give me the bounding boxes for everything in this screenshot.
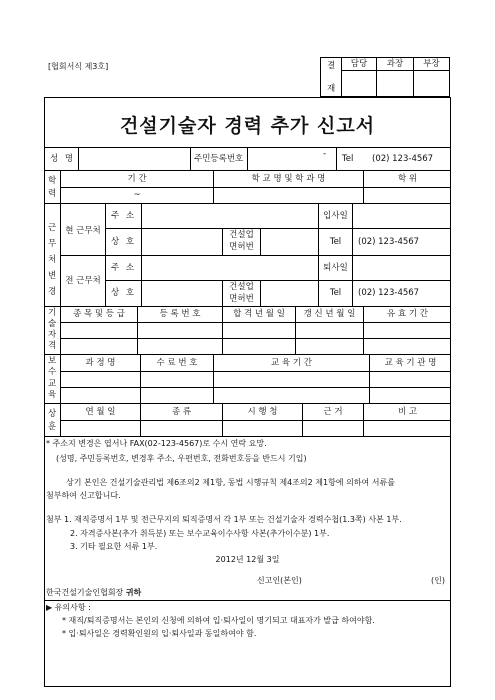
attachment-1: 첨부 1. 재직증명서 1부 및 전근무지의 퇴직증명서 각 1부 또는 건설기술자 경력수첩(1.3쪽) 사본 1부. bbox=[46, 515, 402, 524]
awards-header-type: 종 류 bbox=[171, 407, 192, 417]
workplace-side-1: 근 bbox=[48, 223, 57, 233]
education-period-label: 기 간 bbox=[127, 174, 147, 184]
training-side-2: 수 bbox=[48, 367, 57, 377]
training-side-4: 육 bbox=[48, 390, 57, 400]
workplace-side-5: 경 bbox=[48, 287, 57, 297]
applicant-tel-label: Tel bbox=[342, 154, 354, 164]
qual-header-type: 종 목 및 등 급 bbox=[73, 309, 125, 319]
approval-col-staff: 담당 bbox=[350, 59, 368, 69]
awards-header-basis: 근 거 bbox=[323, 407, 343, 417]
qualification-side-2: 술 bbox=[48, 319, 57, 329]
caution-line-1: * 재직/퇴직증명서는 본인의 신청에 의하여 입·퇴사일이 명기되고 대표자가 발급 하여야함. bbox=[62, 616, 375, 625]
leave-date-label: 퇴사일 bbox=[323, 263, 348, 273]
current-tel-value: (02) 123-4567 bbox=[358, 237, 420, 247]
awards-header-agency: 시 행 청 bbox=[247, 407, 278, 417]
form-frame bbox=[44, 97, 451, 687]
current-address-label: 주 소 bbox=[110, 211, 137, 221]
education-degree-label: 학 위 bbox=[397, 174, 418, 184]
awards-header-remarks: 비 고 bbox=[397, 407, 418, 417]
note-address-details: (성명, 주민등록번호, 변경후 주소, 우편번호, 전화번호등을 반드시 기입) bbox=[56, 454, 307, 463]
previous-tel-label: Tel bbox=[329, 288, 342, 298]
training-header-cert-no: 수 료 번 호 bbox=[156, 358, 198, 368]
note-address-change: * 주소지 변경은 엽서나 FAX(02-123-4567)로 수시 연락 요망. bbox=[46, 439, 267, 448]
attachment-2: 2. 자격증사본(추가 취득분) 또는 보수교육이수사항 사본(추가이수분) 1부. bbox=[70, 529, 330, 538]
caution-line-2: * 입·퇴사일은 경력확인원의 입·퇴사일과 동일하여야 함. bbox=[62, 629, 257, 638]
qualification-side-1: 기 bbox=[48, 308, 57, 318]
recipient-name: 한국건설기술인협회장 bbox=[46, 588, 124, 597]
qual-header-renew-date: 갱 신 년 월 일 bbox=[303, 309, 356, 319]
report-date: 2012년 12월 3일 bbox=[215, 555, 280, 564]
declaration-line-2: 첨부하여 신고합니다. bbox=[46, 491, 121, 500]
workplace-side-3: 처 bbox=[48, 255, 57, 265]
resident-id-dash: - bbox=[323, 149, 327, 159]
current-workplace-label: 현 근무처 bbox=[65, 226, 101, 236]
applicant-tel-value: (02) 123-4567 bbox=[372, 154, 434, 164]
qual-header-regno: 등 록 번 호 bbox=[159, 309, 201, 319]
approval-label-bottom: 재 bbox=[327, 84, 336, 94]
education-period-tilde: ~ bbox=[133, 190, 141, 200]
awards-side-1: 상 bbox=[48, 409, 57, 419]
training-side-1: 보 bbox=[48, 356, 57, 366]
qual-header-pass-date: 합 격 년 월 일 bbox=[233, 309, 285, 319]
qual-header-validity: 유 효 기 간 bbox=[387, 309, 428, 319]
approval-col-director: 부장 bbox=[423, 59, 440, 69]
approval-col-manager: 과장 bbox=[386, 59, 404, 69]
recipient bbox=[46, 589, 141, 597]
training-header-period: 교 육 기 간 bbox=[271, 358, 312, 368]
education-school-label: 학 교 명 및 학 과 명 bbox=[251, 174, 326, 184]
form-id: [협회서식 제3호] bbox=[48, 62, 109, 71]
current-reg-label-1: 건설업 bbox=[229, 230, 254, 240]
seal-mark: (인) bbox=[431, 576, 445, 585]
approval-box bbox=[320, 57, 450, 97]
caution-heading: ▶ 유의사항 : bbox=[46, 603, 91, 612]
training-header-institution: 교 육 기 관 명 bbox=[384, 358, 437, 368]
current-company-label: 상 호 bbox=[110, 237, 137, 247]
current-reg-label-2: 면허번 bbox=[229, 242, 254, 252]
education-side-2: 력 bbox=[48, 189, 57, 199]
join-date-label: 입사일 bbox=[323, 211, 348, 221]
attachment-3: 3. 기타 필요한 서류 1부. bbox=[70, 542, 158, 551]
training-side-3: 교 bbox=[48, 379, 57, 389]
qualification-side-4: 격 bbox=[48, 341, 57, 351]
approval-label-top: 결 bbox=[327, 61, 336, 71]
workplace-side-4: 변 bbox=[48, 271, 57, 281]
name-label: 성 명 bbox=[50, 154, 76, 164]
workplace-side-2: 무 bbox=[48, 239, 57, 249]
previous-workplace-label: 전 근무처 bbox=[65, 276, 101, 286]
previous-address-label: 주 소 bbox=[110, 263, 137, 273]
qualification-side-3: 자 bbox=[48, 330, 57, 340]
page-title: 건설기술자 경력 추가 신고서 bbox=[119, 115, 376, 137]
awards-side-2: 훈 bbox=[48, 422, 57, 432]
recipient-honorific: 귀하 bbox=[125, 588, 142, 597]
previous-tel-value: (02) 123-4567 bbox=[358, 288, 420, 298]
awards-header-date: 연 월 일 bbox=[85, 407, 116, 417]
previous-company-label: 상 호 bbox=[110, 288, 137, 298]
reporter-label: 신고인(본인) bbox=[257, 576, 302, 585]
resident-id-label: 주민등록번호 bbox=[194, 154, 244, 164]
previous-reg-label-1: 건설업 bbox=[229, 282, 254, 292]
previous-reg-label-2: 면허번 bbox=[229, 294, 254, 304]
declaration-line-1: 상기 본인은 건설기술관리법 제6조의2 제1항, 동법 시행규칙 제4조의2 제1항에 의하여 서류를 bbox=[66, 478, 395, 487]
education-side-1: 학 bbox=[48, 176, 57, 186]
training-header-course: 과 정 명 bbox=[85, 358, 116, 368]
current-tel-label: Tel bbox=[329, 237, 342, 247]
